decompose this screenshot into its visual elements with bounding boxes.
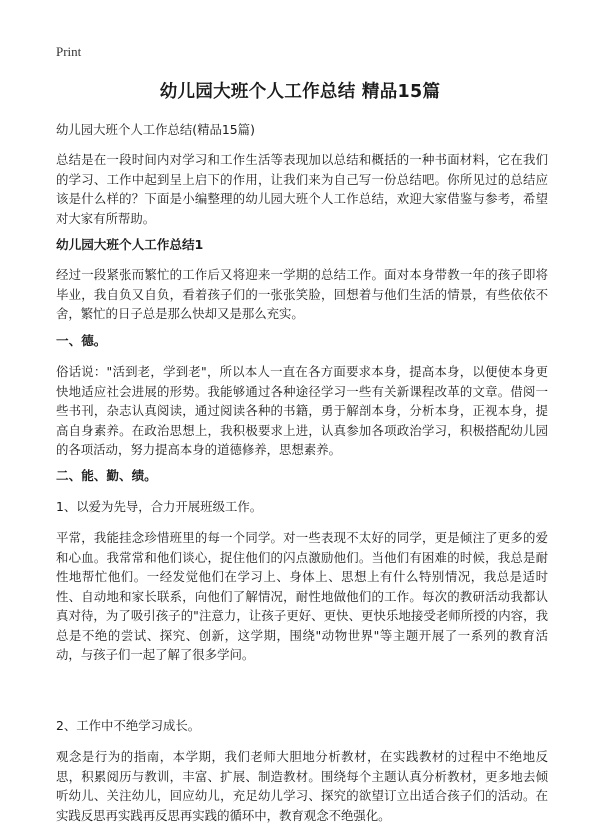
section-heading-text: 幼儿园大班个人工作总结1 xyxy=(56,237,204,252)
opening-paragraph xyxy=(56,265,548,324)
document-subtitle xyxy=(56,120,548,140)
document-title: 幼儿园大班个人工作总结 精品15篇 xyxy=(159,82,441,102)
list-item-2-text: 2、工作中不绝学习成长。 xyxy=(56,718,201,733)
virtue-paragraph-text: 俗话说："活到老，学到老"，所以本人一直在各方面要求本身，提高本身，以便使本身更快地适应社会进展的形势。我能够通过各种途径学习一些有关新课程改革的文章。借阅一些书刊，杂志认真阅读，通过阅读各种的书籍，勇于解剖本身，分析本身，正视本身，提高自身素养。在政治思想上，我积极要求上进，认真参加各项政治学习，积极搭配幼儿园的各项活动，努力提高本身的道德修养，思想素养。 xyxy=(56,364,548,457)
item-2-paragraph xyxy=(56,747,548,825)
opening-paragraph-text: 经过一段紧张而繁忙的工作后又将迎来一学期的总结工作。面对本身带教一年的孩子即将毕业，我自负又自负，看着孩子们的一张张笑脸，回想着与他们生活的情景，有些依依不舍，繁忙的日子总是那么快却又是那么充实。 xyxy=(56,267,548,321)
intro-paragraph xyxy=(56,150,548,228)
subtitle-text: 幼儿园大班个人工作总结(精品15篇) xyxy=(56,122,255,137)
item-1-paragraph-text: 平常，我能挂念珍惜班里的每一个同学。对一些表现不太好的同学，更是倾注了更多的爱和心血。我常常和他们谈心，捉住他们的闪点激励他们。当他们有困难的时候，我总是耐性地帮忙他们。一经发觉他们在学习上、身体上、思想上有什么特别情况，我总是适时性、自动地和家长联系，向他们了解情况，耐性地做他们的工作。每次的教研活动我都认真对待，为了吸引孩子的"注意力，让孩子更好、更快、更快乐地接受老师所授的内容，我总是不绝的尝试、探究、创新，这学期，围绕"动物世界"等主题开展了一系列的教育活动，与孩子们一起了解了很多学问。 xyxy=(56,530,548,662)
list-item-1-text: 1、以爱为先导，合力开展班级工作。 xyxy=(56,499,263,514)
section-heading xyxy=(56,235,548,255)
list-item-1 xyxy=(56,497,548,517)
heading-ability-text: 二、能、勤、绩。 xyxy=(56,468,157,483)
virtue-paragraph xyxy=(56,362,548,460)
print-label[interactable]: Print xyxy=(56,44,82,59)
list-item-2 xyxy=(56,716,548,736)
heading-ability xyxy=(56,466,548,486)
item-1-paragraph xyxy=(56,528,548,665)
heading-virtue xyxy=(56,331,548,351)
item-2-paragraph-text: 观念是行为的指南，本学期，我们老师大胆地分析教材，在实践教材的过程中不绝地反思，积累阅历与教训，丰富、扩展、制造教材。围绕每个主题认真分析教材，更多地去倾听幼儿、关注幼儿，回应幼儿，充足幼儿学习、探究的欲望订立出适合孩子们的活动。在实践反思再实践再反思再实践的循环中，教育观念不绝强化。 xyxy=(56,749,548,823)
heading-virtue-text: 一、德。 xyxy=(56,333,107,348)
intro-text: 总结是在一段时间内对学习和工作生活等表现加以总结和概括的一种书面材料，它在我们的学习、工作中起到呈上启下的作用，让我们来为自己写一份总结吧。你所见过的总结应该是什么样的？下面是小编整理的幼儿园大班个人工作总结，欢迎大家借鉴与参考，希望对大家有所帮助。 xyxy=(56,152,548,226)
